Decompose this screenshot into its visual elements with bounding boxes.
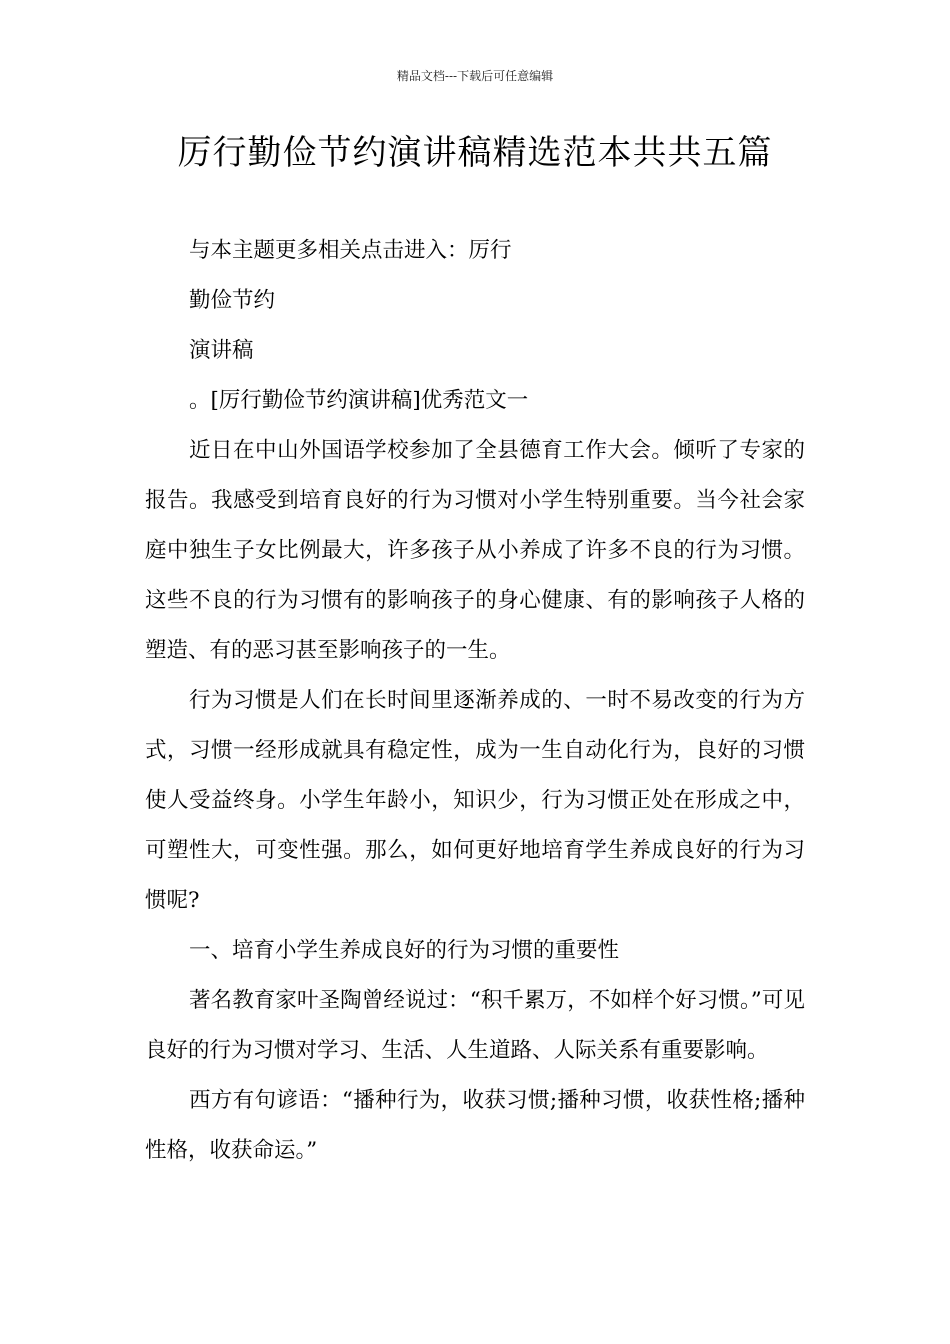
header-note: 精品文档---下载后可任意编辑 xyxy=(396,69,554,83)
body-paragraph: 近日在中山外国语学校参加了全县德育工作大会。倾听了专家的报告。我感受到培育良好的行为习惯对小学生特别重要。当今社会家庭中独生子女比例最大，许多孩子从小养成了许多不良的行为习惯。这些不良的行为习惯有的影响孩子的身心健康、有的影响孩子人格的塑造、有的恶习甚至影响孩子的一生。 xyxy=(145,438,805,663)
body-paragraph: 西方有句谚语：“播种行为，收获习惯;播种习惯，收获性格;播种性格，收获命运。” xyxy=(145,1088,805,1163)
body-paragraph: 著名教育家叶圣陶曾经说过：“积千累万，不如样个好习惯。”可见良好的行为习惯对学习、生活、人生道路、人际关系有重要影响。 xyxy=(145,988,805,1063)
body-paragraph: 行为习惯是人们在长时间里逐渐养成的、一时不易改变的行为方式，习惯一经形成就具有稳定性，成为一生自动化行为，良好的习惯使人受益终身。小学生年龄小，知识少，行为习惯正处在形成之中，可塑性大，可变性强。那么，如何更好地培育学生养成良好的行为习惯呢? xyxy=(145,688,805,913)
subsection-heading: 一、培育小学生养成良好的行为习惯的重要性 xyxy=(189,938,620,963)
related-topic-item: 勤俭节约 xyxy=(189,288,276,313)
document-body xyxy=(145,226,805,1176)
section-heading: 。[厉行勤俭节约演讲稿]优秀范文一 xyxy=(189,388,529,413)
related-topics-line: 与本主题更多相关点击进入：厉行 xyxy=(189,238,512,263)
related-topic-item: 演讲稿 xyxy=(189,338,254,363)
document-title: 厉行勤俭节约演讲稿精选范本共共五篇 xyxy=(177,133,773,173)
